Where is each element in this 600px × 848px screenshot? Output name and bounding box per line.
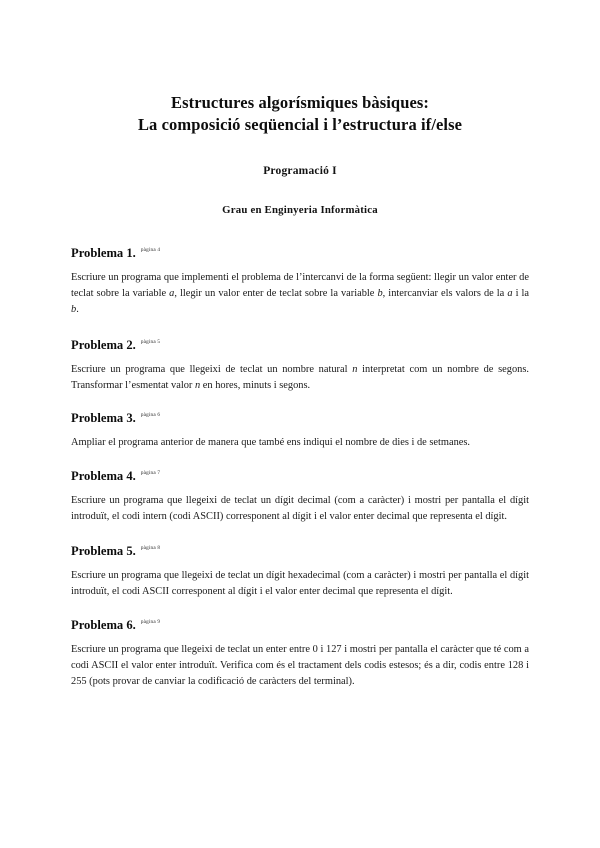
problem-heading-2 [71,335,529,353]
problem-page-ref-5: pàgina 8 [140,544,161,551]
problem-heading-5 [71,541,529,559]
problem-heading-6 [71,615,529,633]
problem-body-4: Escriure un programa que llegeixi de teclat un dígit decimal (com a caràcter) i mostri per pantalla el dígit introduït, el codi intern (codi ASCII) corresponent al dígit i el valor enter decimal que representa el dígit. [71,495,529,523]
problem-body-text: Escriure un programa que implementi el problema de l’intercanvi de la forma següent: llegir un valor enter de teclat sobre la variable [71,272,529,300]
problem-heading-label-6: Problema 6. [71,618,136,633]
document-title-line-2: La composició seqüencial i l’estructura if/else [137,115,463,134]
problem-section-5 [71,526,529,600]
document-title-line-1: Estructures algorísmiques bàsiques: [170,93,430,112]
variable-n: n [352,363,358,375]
problem-body-2 [71,353,529,394]
problem-heading-1 [71,243,529,261]
problem-heading-label-5: Problema 5. [71,543,136,558]
problem-heading-label-2: Problema 2. [71,337,136,352]
course-subtitle: Programació I [263,165,337,177]
problem-heading-3 [71,408,529,426]
problem-body-text: , intercanviar els valors de la [382,288,508,300]
problem-body-text: interpretat com un nombre de segons. Transformar l’esmentat valor [71,363,529,391]
problem-body-text: i la [512,288,530,300]
problem-heading-label-3: Problema 3. [71,411,136,426]
problem-body-text: , llegir un valor enter de teclat sobre la variable [174,288,378,300]
problem-page-ref-1: pàgina 4 [140,247,161,253]
variable-n: n [194,379,201,391]
problem-body-3: Ampliar el programa anterior de manera que també ens indiqui el nombre de dies i de setmanes. [71,437,471,449]
variable-a: a [507,288,513,300]
problem-page-ref-6: pàgina 9 [140,619,161,626]
problem-page-ref-2: pàgina 5 [140,338,161,345]
problem-heading-label-1: Problema 1. [71,246,136,260]
problem-body-6: Escriure un programa que llegeixi de teclat un enter entre 0 i 127 i mostri per pantalla el caràcter que té com a codi ASCII el valor enter introduït. Verifica com és el tractament dels codis estesos; és a dir, codis entre 128 i 255 (pots provar de canviar la codificació de caràcters del terminal). [71,644,529,688]
problem-body-text: Escriure un programa que llegeixi de teclat un nombre natural [71,363,353,375]
document-title [71,0,529,136]
problem-section-2 [71,319,529,394]
problem-body-5: Escriure un programa que llegeixi de teclat un dígit hexadecimal (com a caràcter) i mostri per pantalla el dígit introduït, el codi ASCII corresponent al dígit i el valor enter decimal que representa el dígit. [71,569,529,597]
problem-body-text: en hores, minuts i segons. [200,379,311,391]
problem-body-1 [71,261,529,319]
degree-subtitle: Grau en Enginyeria Informàtica [222,204,378,216]
variable-a: a [169,288,175,300]
problem-section-1 [71,216,529,319]
problem-section-3 [71,394,529,451]
variable-b: b [71,304,77,316]
problem-page-ref-4: pàgina 7 [140,470,161,477]
problem-section-6 [71,600,529,691]
variable-b: b [377,288,383,300]
problem-heading-4 [71,466,529,484]
problem-body-text: . [76,304,79,316]
problem-section-4 [71,451,529,525]
page-content [71,0,529,691]
problem-heading-label-4: Problema 4. [71,469,136,484]
problem-page-ref-3: pàgina 6 [140,412,161,419]
